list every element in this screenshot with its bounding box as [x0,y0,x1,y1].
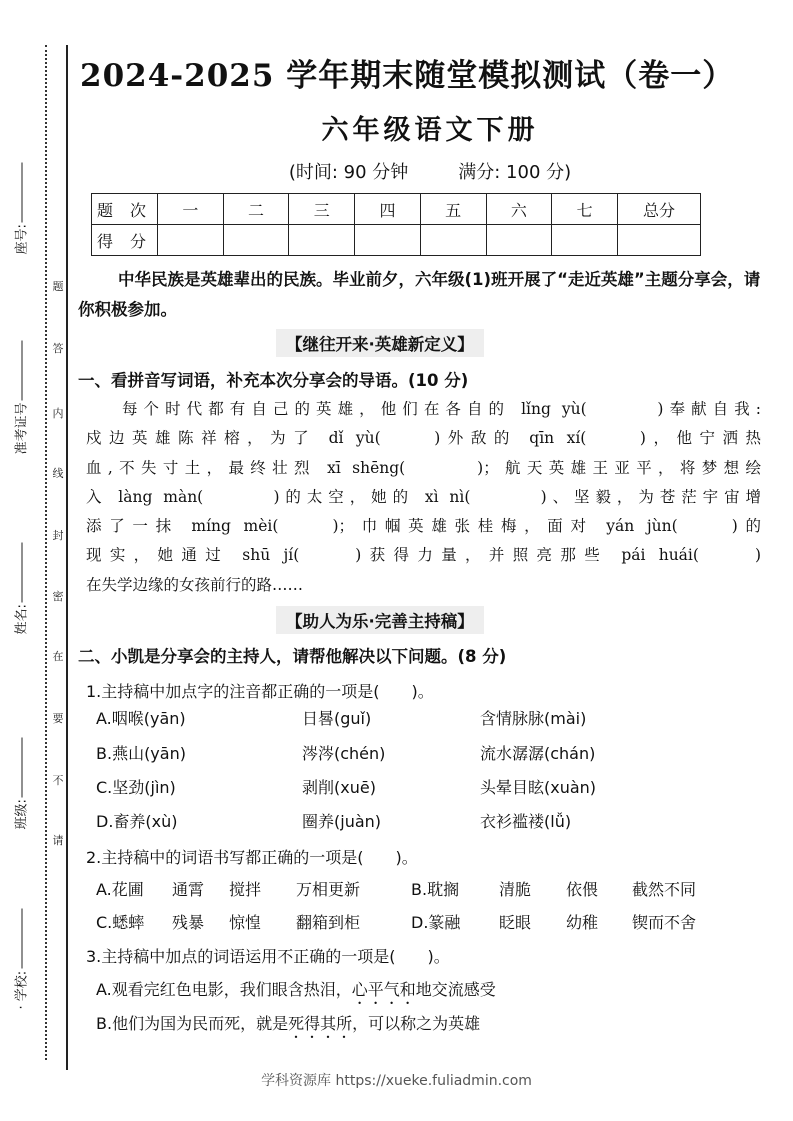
question-3-stem: 3.主持稿中加点的词语运用不正确的一项是( )。 [86,947,450,966]
q3-a-pre: A.观看完红色电影，我们眼含热泪， [96,980,352,999]
q2-word: 锲而不舍 [632,913,697,932]
q3-a-post: 地交流感受 [415,980,496,999]
score-table-header-row [92,194,701,225]
q1-option: D.畜养(xù) [96,812,178,831]
question-2-stem: 2.主持稿中的词语书写都正确的一项是( )。 [86,848,418,867]
pinyin-passage[interactable] [86,395,761,600]
q1-option: C.坚劲(jìn) [96,778,176,797]
score-input-cell[interactable] [223,225,289,256]
score-table [91,193,701,256]
section2-heading: 二、小凯是分享会的主持人，请帮他解决以下问题。(8 分) [78,647,507,666]
q2-word: 搅拌 [229,880,262,899]
q2-word: 通霄 [172,880,205,899]
name-label: 姓名: [14,604,30,635]
seal-char: 请 [52,834,64,847]
exam-time: (时间: 90 分钟 [288,162,409,183]
seal-char: 在 [52,650,64,663]
binding-solid-line [66,45,68,1070]
q3-option-b-text [96,1014,480,1033]
q3-b-dotted-phrase: 死得其所 [288,1014,353,1033]
q3-b-post: ，可以称之为英雄 [352,1014,481,1033]
score-table-cell: 四 [355,194,421,225]
score-input-cell[interactable] [618,225,701,256]
q1-option: 含情脉脉(mài) [480,709,587,728]
school-label: · 学校: [14,970,30,1010]
q2-word: 惊惶 [229,913,262,932]
class-label: 班级: [14,799,30,830]
section1-heading: 一、看拼音写词语，补充本次分享会的导语。(10 分) [78,371,469,390]
passage-line: 入 làng màn( )的太空，她的 xì nì( )、坚毅，为苍茫宇宙增 [86,487,761,506]
score-table-cell: 五 [420,194,486,225]
passage-line: 现实，她通过 shū jí( )获得力量，并照亮那些 pái huái( ) [86,546,761,565]
q2-word: 幼稚 [566,913,599,932]
seal-char: 线 [52,467,64,480]
exam-subtitle: 六年级语文下册 [321,115,539,146]
score-input-cell[interactable] [486,225,552,256]
q1-option: 日晷(guǐ) [302,709,372,728]
binding-dotted-line [45,45,47,1060]
q1-option: 剥削(xuē) [302,778,376,797]
score-table-cell: 一 [158,194,224,225]
seat-field[interactable] [11,165,30,255]
q2-word: 清脆 [499,880,532,899]
section2-banner: 【助人为乐·完善主持稿】 [276,606,484,634]
section1-banner: 【继往开来·英雄新定义】 [276,329,484,357]
class-field[interactable] [11,740,30,830]
q1-option: 圈养(juàn) [302,812,382,831]
q1-option: 头晕目眩(xuàn) [480,778,597,797]
q2-word: 残暴 [172,913,205,932]
q3-a-dotted-phrase: 心平气和 [351,980,416,999]
school-field[interactable] [11,920,30,1010]
q1-option: A.咽喉(yān) [96,709,186,728]
passage-line: 添了一抹 míng mèi( )；巾帼英雄张桂梅，面对 yán jùn( )的 [86,517,761,536]
q1-option: 衣衫褴褛(lǚ) [480,812,572,831]
exam-full-score: 满分: 100 分) [458,162,572,183]
score-table-cell: 总分 [618,194,701,225]
q2-word: 截然不同 [632,880,697,899]
score-input-cell[interactable] [552,225,618,256]
score-table-cell: 七 [552,194,618,225]
q3-option-a[interactable] [96,977,496,1008]
score-table-cell: 六 [486,194,552,225]
score-input-cell[interactable] [355,225,421,256]
exam-id-label: 准考证号 [14,402,30,455]
exam-title: 2024-2025 学年期末随堂模拟测试（卷一） [80,58,735,94]
score-table-score-row [92,225,701,256]
q1-option: B.燕山(yān) [96,744,186,763]
q2-word: B.耽搁 [411,880,460,899]
score-input-cell[interactable] [289,225,355,256]
seal-char: 密 [52,590,64,603]
q3-option-a-text [96,980,496,999]
seal-char: 内 [52,407,64,420]
exam-id-field[interactable] [11,365,30,455]
q2-word: 依偎 [566,880,599,899]
score-input-cell[interactable] [158,225,224,256]
q2-word: 眨眼 [499,913,532,932]
name-field[interactable] [11,545,30,635]
q1-option: 流水潺潺(chán) [480,744,596,763]
score-table-cell: 三 [289,194,355,225]
passage-line: 每个时代都有自己的英雄，他们在各自的 lǐng yù( )奉献自我: [122,400,761,418]
q1-option: 涔涔(chén) [302,744,386,763]
exam-meta [80,158,780,184]
seal-char: 题 [52,280,64,293]
seal-char: 答 [52,342,64,355]
q3-b-pre: B.他们为国为民而死，就是 [96,1014,289,1033]
score-table-cell: 题 次 [92,194,158,225]
question-1-stem: 1.主持稿中加点字的注音都正确的一项是( )。 [86,682,434,701]
q2-word: D.篆融 [411,913,461,932]
passage-line: 血,不失寸土，最终壮烈 xī shēng( )；航天英雄王亚平，将梦想绘 [86,458,761,477]
passage-line: 戍边英雄陈祥榕，为了 dǐ yù( )外敌的 qīn xí( )，他宁洒热 [86,429,761,448]
q2-word: 翻箱到柜 [296,913,361,932]
q3-option-b[interactable] [96,1011,480,1042]
seal-char: 要 [52,712,64,725]
score-input-cell[interactable] [420,225,486,256]
score-table-cell: 二 [223,194,289,225]
q2-word: A.花圃 [96,880,144,899]
q2-word: 万相更新 [296,880,361,899]
footer-source: 学科资源库 https://xueke.fuliadmin.com [261,1073,532,1089]
score-table-cell: 得 分 [92,225,158,256]
seal-char: 不 [52,774,64,787]
seal-char: 封 [52,529,64,542]
intro-text: 中华民族是英雄辈出的民族。毕业前夕，六年级(1)班开展了“走近英雄”主题分享会，请你积极参加。 [78,270,761,319]
q2-word: C.蟋蟀 [96,913,145,932]
seat-label: 座号: [14,224,30,255]
passage-line: 在失学边缘的女孩前行的路…… [86,575,304,594]
